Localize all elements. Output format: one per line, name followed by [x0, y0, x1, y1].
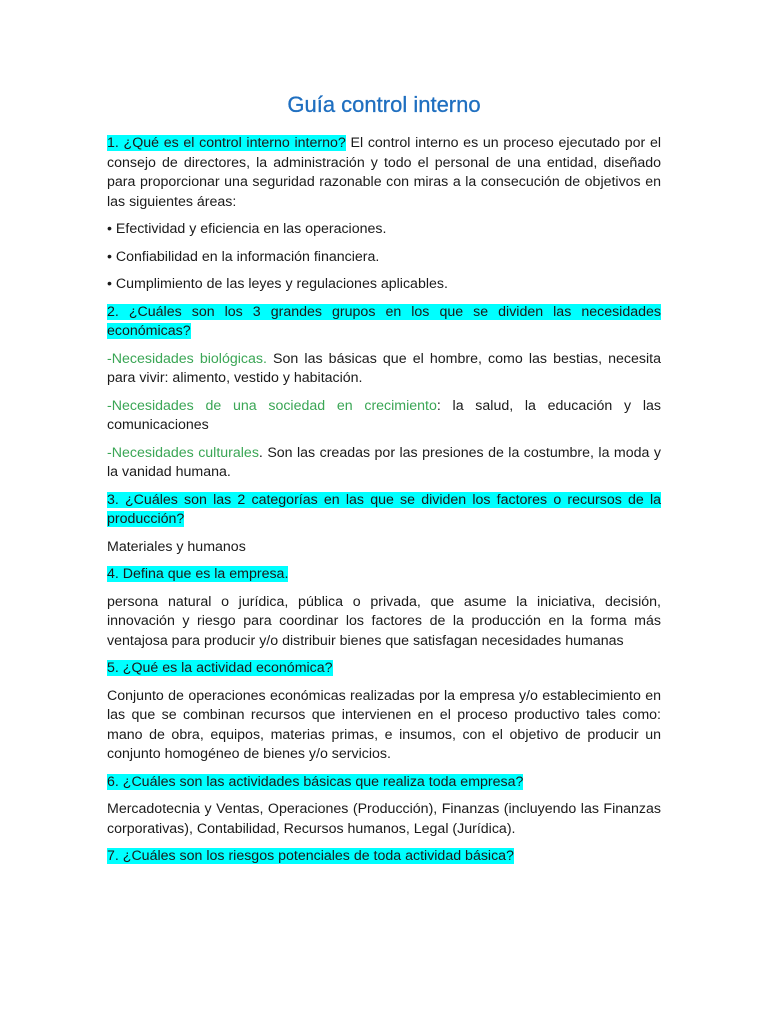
q2-item-1-text: Son las básicas que el hombre, como las bestias, necesita para vivir: alimento, vestido y habitación.: [107, 350, 661, 386]
q7-question-paragraph: [107, 847, 661, 867]
q3-question-paragraph: [107, 491, 661, 530]
q2-item-3-label: -Necesidades culturales: [107, 444, 259, 461]
q4-answer: persona natural o jurídica, pública o privada, que asume la iniciativa, decisión, innovación y riesgo para coordinar los factores de la producción en la forma más ventajosa para producir y/o distribuir bienes que satisfagan necesidades humanas: [107, 593, 661, 649]
q1-question: 1. ¿Qué es el control interno interno?: [107, 135, 346, 151]
q1-bullet-3: • Cumplimiento de las leyes y regulaciones aplicables.: [107, 276, 448, 292]
q3-question: 3. ¿Cuáles son las 2 categorías en las que se dividen los factores o recursos de la producción?: [107, 491, 661, 527]
q2-question: 2. ¿Cuáles son los 3 grandes grupos en los que se dividen las necesidades económicas?: [107, 303, 661, 339]
document-title: Guía control interno: [287, 92, 481, 117]
q2-item-2: [107, 397, 661, 436]
q4-question-paragraph: [107, 565, 661, 585]
q1-bullet-2: • Confiabilidad en la información financiera.: [107, 248, 380, 265]
q3-answer: Materiales y humanos: [107, 538, 246, 555]
q1-answer: El control interno es un proceso ejecutado por el consejo de directores, la administración y todo el personal de una entidad, diseñado para proporcionar una seguridad razonable con miras a la consecución de objetivos en las siguientes áreas:: [107, 135, 662, 210]
q6-question: 6. ¿Cuáles son las actividades básicas que realiza toda empresa?: [107, 773, 524, 790]
q5-answer: Conjunto de operaciones económicas realizadas por la empresa y/o establecimiento en las que se combinan recursos que intervienen en el proceso productivo tales como: mano de obra, equipos, materias primas, e insumos, con el objetivo de producir un conjunto homogéneo de bienes y/o servicios.: [107, 687, 661, 762]
q2-item-1-label: -Necesidades biológicas.: [107, 350, 267, 367]
q6-answer: Mercadotecnia y Ventas, Operaciones (Producción), Finanzas (incluyendo las Finanzas corporativas), Contabilidad, Recursos humanos, Legal (Jurídica).: [107, 801, 661, 837]
q2-item-3: [107, 444, 661, 483]
q1-paragraph: [107, 134, 661, 212]
document-page: [107, 0, 661, 875]
q6-question-paragraph: [107, 773, 661, 793]
q1-bullet-1: • Efectividad y eficiencia en las operaciones.: [107, 221, 387, 237]
q7-question: 7. ¿Cuáles son los riesgos potenciales de toda actividad básica?: [107, 848, 514, 864]
q2-item-2-label: -Necesidades de una sociedad en crecimiento: [107, 397, 437, 414]
q2-item-3-text: . Son las creadas por las presiones de la costumbre, la moda y la vanidad humana.: [107, 444, 661, 480]
q2-question-paragraph: [107, 303, 661, 342]
q5-question: 5. ¿Qué es la actividad económica?: [107, 660, 333, 676]
q2-item-1: [107, 350, 661, 389]
q5-question-paragraph: [107, 659, 661, 679]
q2-item-2-text: : la salud, la educación y las comunicaciones: [107, 397, 661, 433]
q4-question: 4. Defina que es la empresa.: [107, 566, 289, 582]
